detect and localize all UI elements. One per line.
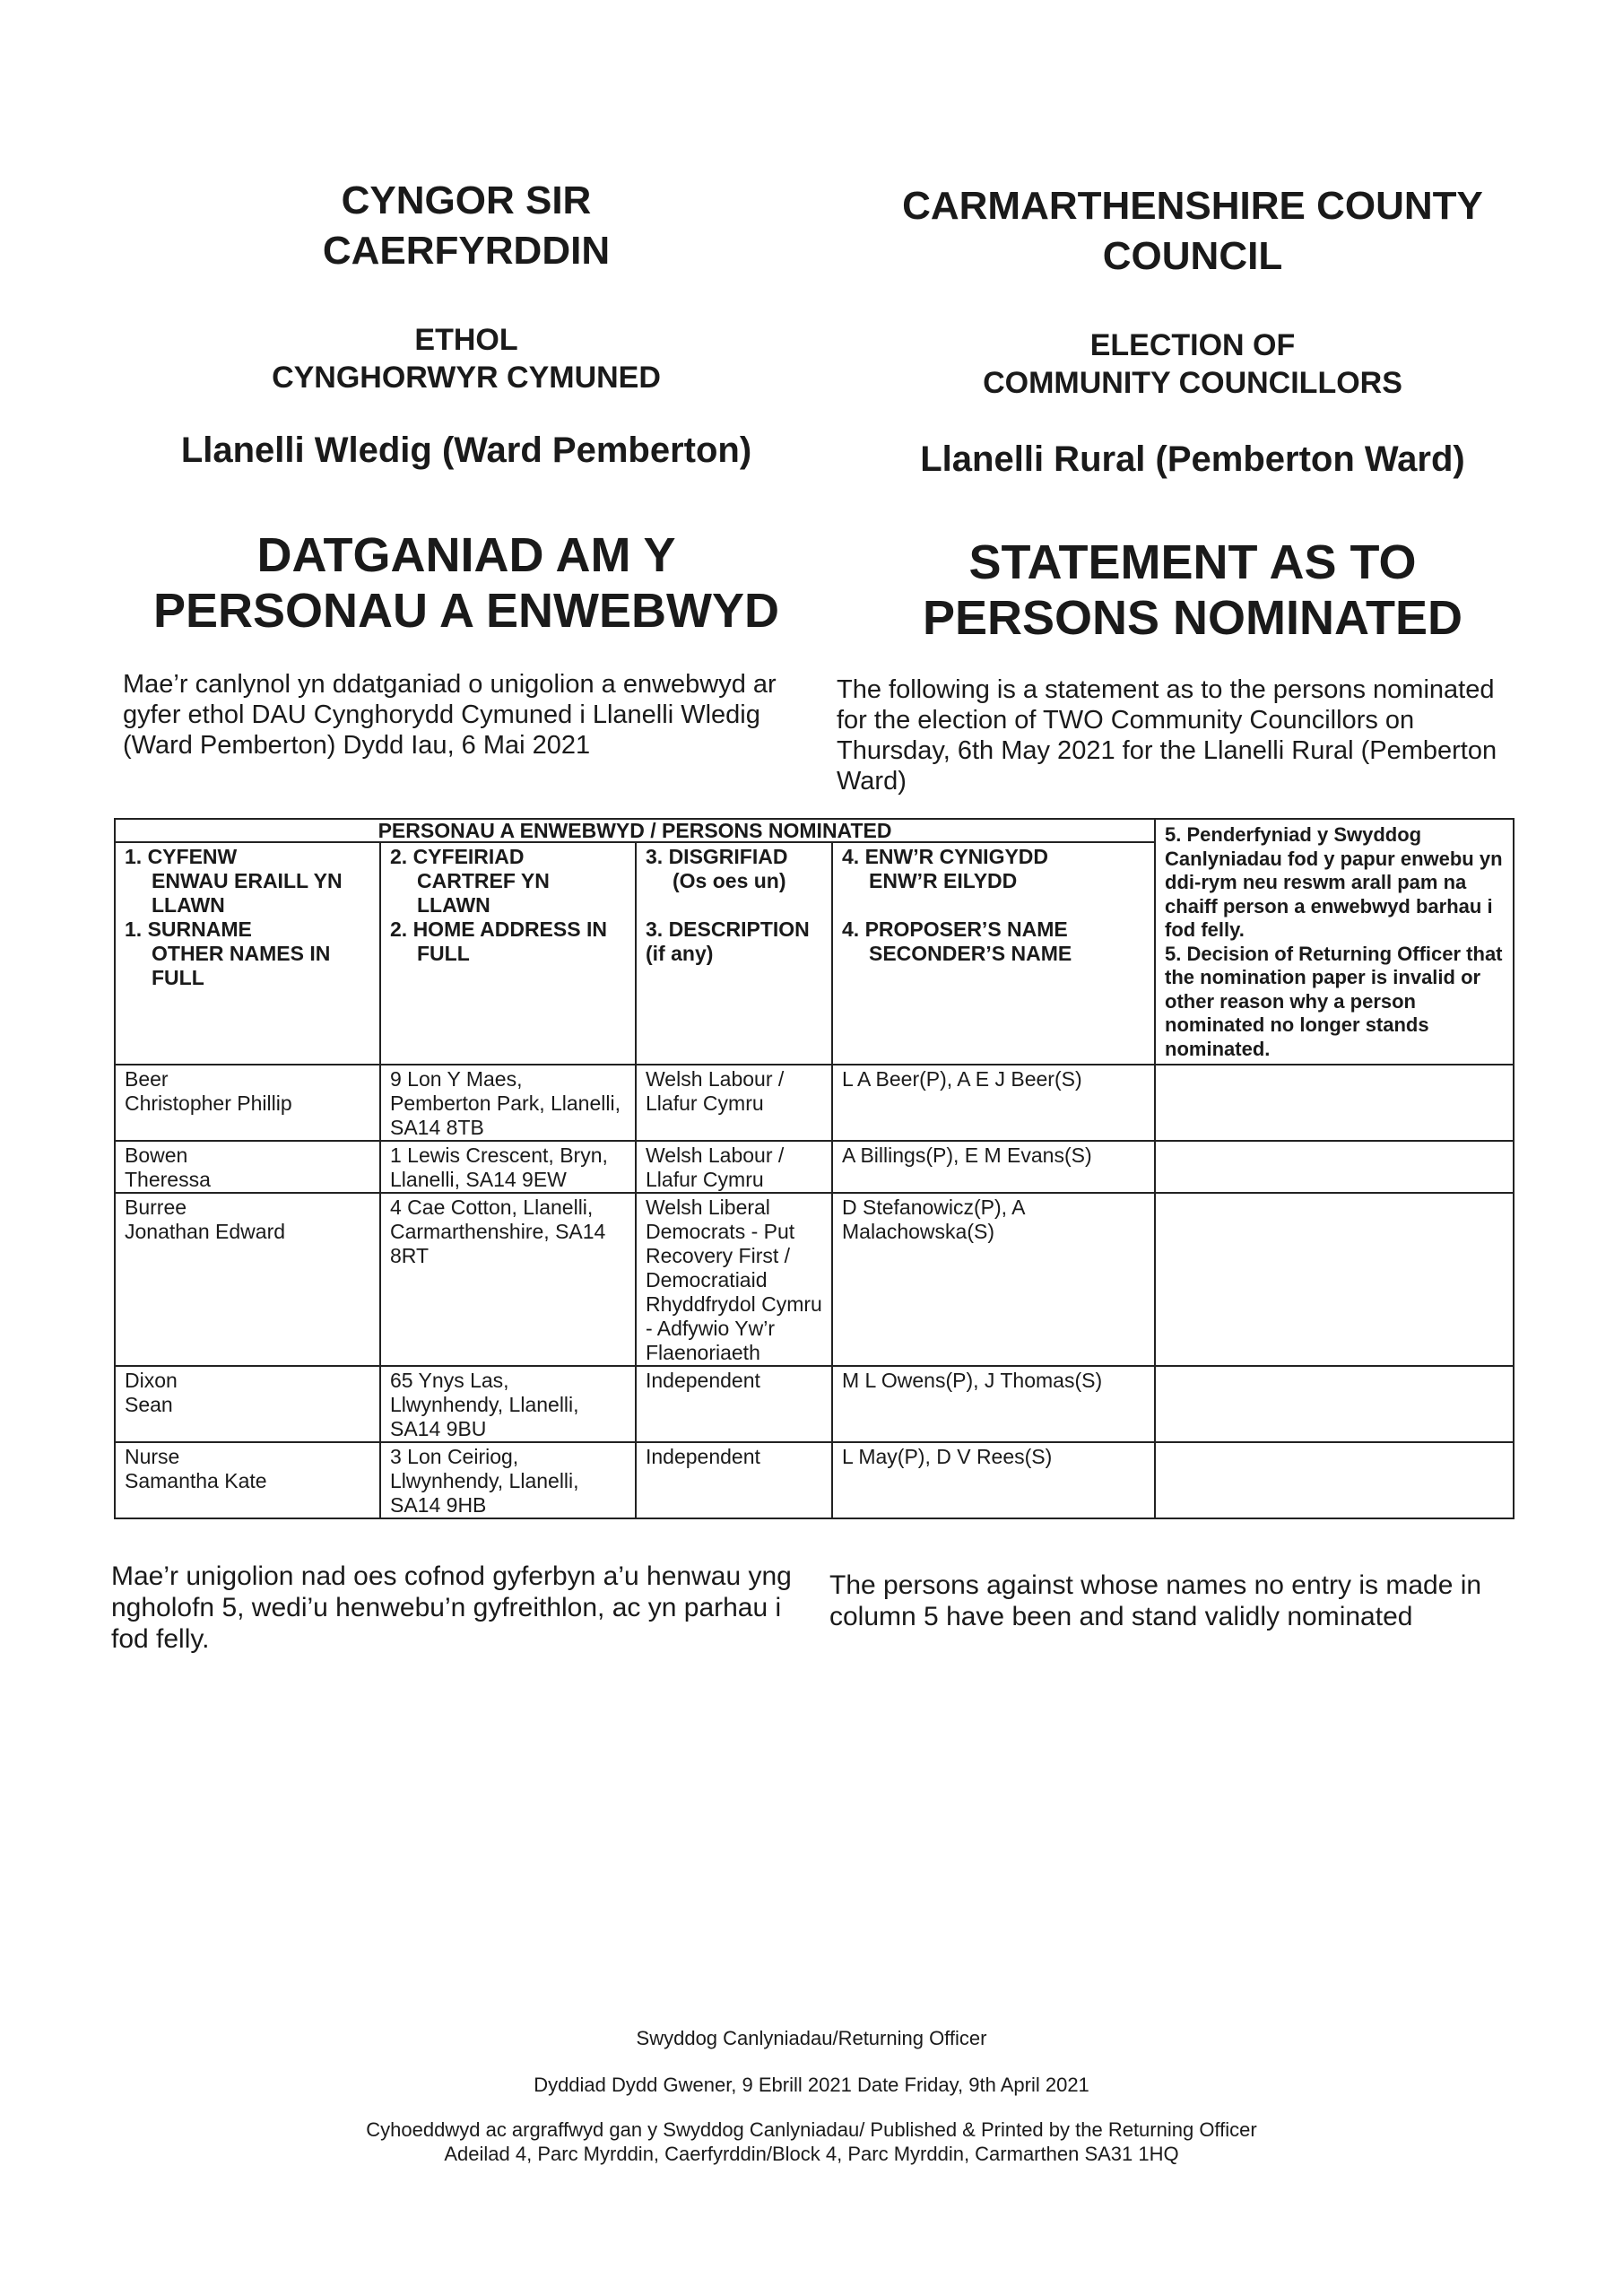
candidate-decision bbox=[1155, 1193, 1514, 1366]
column-header-surname bbox=[115, 842, 380, 1065]
candidate-name-cell bbox=[115, 1065, 380, 1141]
col1-line-5: OTHER NAMES IN bbox=[152, 942, 331, 965]
candidate-proposer: A Billings(P), E M Evans(S) bbox=[832, 1141, 1155, 1193]
candidate-proposer: L May(P), D V Rees(S) bbox=[832, 1442, 1155, 1518]
col1-line-1: 1. CYFENW bbox=[125, 845, 238, 868]
candidate-surname: Beer bbox=[125, 1067, 169, 1091]
returning-officer-title: Swyddog Canlyniadau/Returning Officer bbox=[636, 2027, 987, 2049]
candidate-surname: Burree bbox=[125, 1196, 187, 1219]
col3-line-4: (if any) bbox=[646, 942, 714, 965]
welsh-ward-title: Llanelli Wledig (Ward Pemberton) bbox=[180, 430, 752, 470]
welsh-council-line-1: CYNGOR SIR bbox=[341, 178, 592, 222]
english-validity-note: The persons against whose names no entry is made in column 5 have been and stand validly nominated bbox=[829, 1570, 1482, 1631]
candidate-other-names: Theressa bbox=[125, 1168, 211, 1191]
candidate-decision bbox=[1155, 1141, 1514, 1193]
welsh-statement-heading bbox=[108, 527, 825, 639]
welsh-intro-paragraph: Mae’r canlynol yn ddatganiad o unigolion a enwebwyd ar gyfer ethol DAU Cynghorydd Cymuned i Llanelli Wledig (Ward Pemberton) Dydd Iau, 6 Mai 2021 bbox=[123, 670, 777, 760]
welsh-council-name bbox=[108, 176, 825, 276]
col4-line-4: SECONDER’S NAME bbox=[869, 942, 1072, 965]
column-header-description bbox=[636, 842, 832, 1065]
nominations-table bbox=[114, 818, 1515, 1519]
table-row bbox=[115, 1442, 1514, 1518]
candidate-name-cell bbox=[115, 1141, 380, 1193]
candidate-description: Independent bbox=[636, 1366, 832, 1442]
candidate-other-names: Jonathan Edward bbox=[125, 1220, 286, 1243]
candidate-other-names: Sean bbox=[125, 1393, 173, 1416]
welsh-council-line-2: CAERFYRDDIN bbox=[322, 229, 611, 273]
col2-line-4: 2. HOME ADDRESS IN bbox=[390, 918, 607, 941]
col2-line-2: CARTREF YN bbox=[417, 869, 550, 892]
candidate-description: Welsh Liberal Democrats - Put Recovery First / Democratiaid Rhyddfrydol Cymru - Adfywio Yw’r Flaenoriaeth bbox=[636, 1193, 832, 1366]
candidate-name-cell bbox=[115, 1193, 380, 1366]
table-row bbox=[115, 1141, 1514, 1193]
candidate-surname: Bowen bbox=[125, 1144, 188, 1167]
column-header-proposer bbox=[832, 842, 1155, 1065]
candidate-decision bbox=[1155, 1065, 1514, 1141]
col2-line-5: FULL bbox=[417, 942, 470, 965]
welsh-statement-line-1: DATGANIAD AM Y bbox=[256, 528, 676, 582]
candidate-name-cell bbox=[115, 1442, 380, 1518]
col4-line-1: 4. ENW’R CYNIGYDD bbox=[842, 845, 1049, 868]
english-election-title bbox=[834, 326, 1551, 402]
welsh-election-line-2: CYNGHORWYR CYMUNED bbox=[272, 361, 661, 395]
candidate-proposer: D Stefanowicz(P), A Malachowska(S) bbox=[832, 1193, 1155, 1366]
english-election-line-1: ELECTION OF bbox=[1089, 328, 1296, 362]
candidate-proposer: M L Owens(P), J Thomas(S) bbox=[832, 1366, 1155, 1442]
col1-line-2: ENWAU ERAILL YN bbox=[152, 869, 343, 892]
col1-line-4: 1. SURNAME bbox=[125, 918, 252, 941]
candidate-decision bbox=[1155, 1366, 1514, 1442]
col1-line-6: FULL bbox=[152, 966, 204, 989]
candidate-name-cell bbox=[115, 1366, 380, 1442]
table-row bbox=[115, 1366, 1514, 1442]
table-row bbox=[115, 1193, 1514, 1366]
col2-line-3: LLAWN bbox=[417, 893, 490, 917]
welsh-validity-note: Mae’r unigolion nad oes cofnod gyferbyn a’u henwau yng ngholofn 5, wedi’u henwebu’n gyfreithlon, ac yn parhau i fod felly. bbox=[111, 1561, 792, 1654]
candidate-address: 3 Lon Ceiriog, Llwynhendy, Llanelli, SA14 9HB bbox=[380, 1442, 636, 1518]
published-by: Cyhoeddwyd ac argraffwyd gan y Swyddog Canlyniadau/ Published & Printed by the Returning Officer bbox=[366, 2118, 1257, 2141]
welsh-election-line-1: ETHOL bbox=[414, 323, 518, 357]
statement-date: Dyddiad Dydd Gwener, 9 Ebrill 2021 Date Friday, 9th April 2021 bbox=[534, 2074, 1089, 2096]
candidate-surname: Nurse bbox=[125, 1445, 180, 1468]
english-council-line-2: COUNCIL bbox=[1102, 234, 1283, 278]
table-group-header: PERSONAU A ENWEBWYD / PERSONS NOMINATED bbox=[115, 819, 1155, 842]
column-header-address bbox=[380, 842, 636, 1065]
english-statement-line-1: STATEMENT AS TO bbox=[968, 535, 1417, 589]
col1-line-3: LLAWN bbox=[152, 893, 225, 917]
welsh-statement-line-2: PERSONAU A ENWEBWYD bbox=[152, 584, 780, 638]
english-council-name bbox=[834, 181, 1551, 282]
table-row bbox=[115, 1065, 1514, 1141]
english-election-line-2: COMMUNITY COUNCILLORS bbox=[983, 366, 1402, 400]
english-council-line-1: CARMARTHENSHIRE COUNTY bbox=[902, 184, 1483, 228]
candidate-description: Independent bbox=[636, 1442, 832, 1518]
english-statement-line-2: PERSONS NOMINATED bbox=[922, 591, 1463, 645]
candidate-decision bbox=[1155, 1442, 1514, 1518]
candidate-other-names: Christopher Phillip bbox=[125, 1091, 292, 1115]
candidate-description: Welsh Labour / Llafur Cymru bbox=[636, 1065, 832, 1141]
candidate-address: 9 Lon Y Maes, Pemberton Park, Llanelli, SA14 8TB bbox=[380, 1065, 636, 1141]
candidate-description: Welsh Labour / Llafur Cymru bbox=[636, 1141, 832, 1193]
col4-line-3: 4. PROPOSER’S NAME bbox=[842, 918, 1068, 941]
candidate-address: 65 Ynys Las, Llwynhendy, Llanelli, SA14 9BU bbox=[380, 1366, 636, 1442]
candidate-proposer: L A Beer(P), A E J Beer(S) bbox=[832, 1065, 1155, 1141]
officer-address: Adeilad 4, Parc Myrddin, Caerfyrddin/Block 4, Parc Myrddin, Carmarthen SA31 1HQ bbox=[444, 2143, 1179, 2165]
welsh-election-title bbox=[108, 321, 825, 396]
col2-line-1: 2. CYFEIRIAD bbox=[390, 845, 525, 868]
candidate-address: 1 Lewis Crescent, Bryn, Llanelli, SA14 9EW bbox=[380, 1141, 636, 1193]
english-ward-title: Llanelli Rural (Pemberton Ward) bbox=[920, 439, 1465, 479]
candidate-address: 4 Cae Cotton, Llanelli, Carmarthenshire, SA14 8RT bbox=[380, 1193, 636, 1366]
candidate-other-names: Samantha Kate bbox=[125, 1469, 267, 1492]
english-statement-heading bbox=[834, 535, 1551, 646]
candidate-surname: Dixon bbox=[125, 1369, 178, 1392]
column-header-decision: 5. Penderfyniad y Swyddog Canlyniadau fod y papur enwebu yn ddi-rym neu reswm arall pam na chaiff person a enwebwyd barhau i fod felly. 5. Decision of Returning Officer that the nomination paper is invalid or other reason why a person nominated no longer stands nominated. bbox=[1155, 819, 1514, 1065]
col4-line-2: ENW’R EILYDD bbox=[869, 869, 1018, 892]
english-intro-paragraph: The following is a statement as to the persons nominated for the election of TWO Community Councillors on Thursday, 6th May 2021 for the Llanelli Rural (Pemberton Ward) bbox=[837, 675, 1497, 796]
col3-line-1: 3. DISGRIFIAD bbox=[646, 845, 788, 868]
col3-line-3: 3. DESCRIPTION bbox=[646, 918, 810, 941]
col3-line-2: (Os oes un) bbox=[673, 869, 786, 892]
